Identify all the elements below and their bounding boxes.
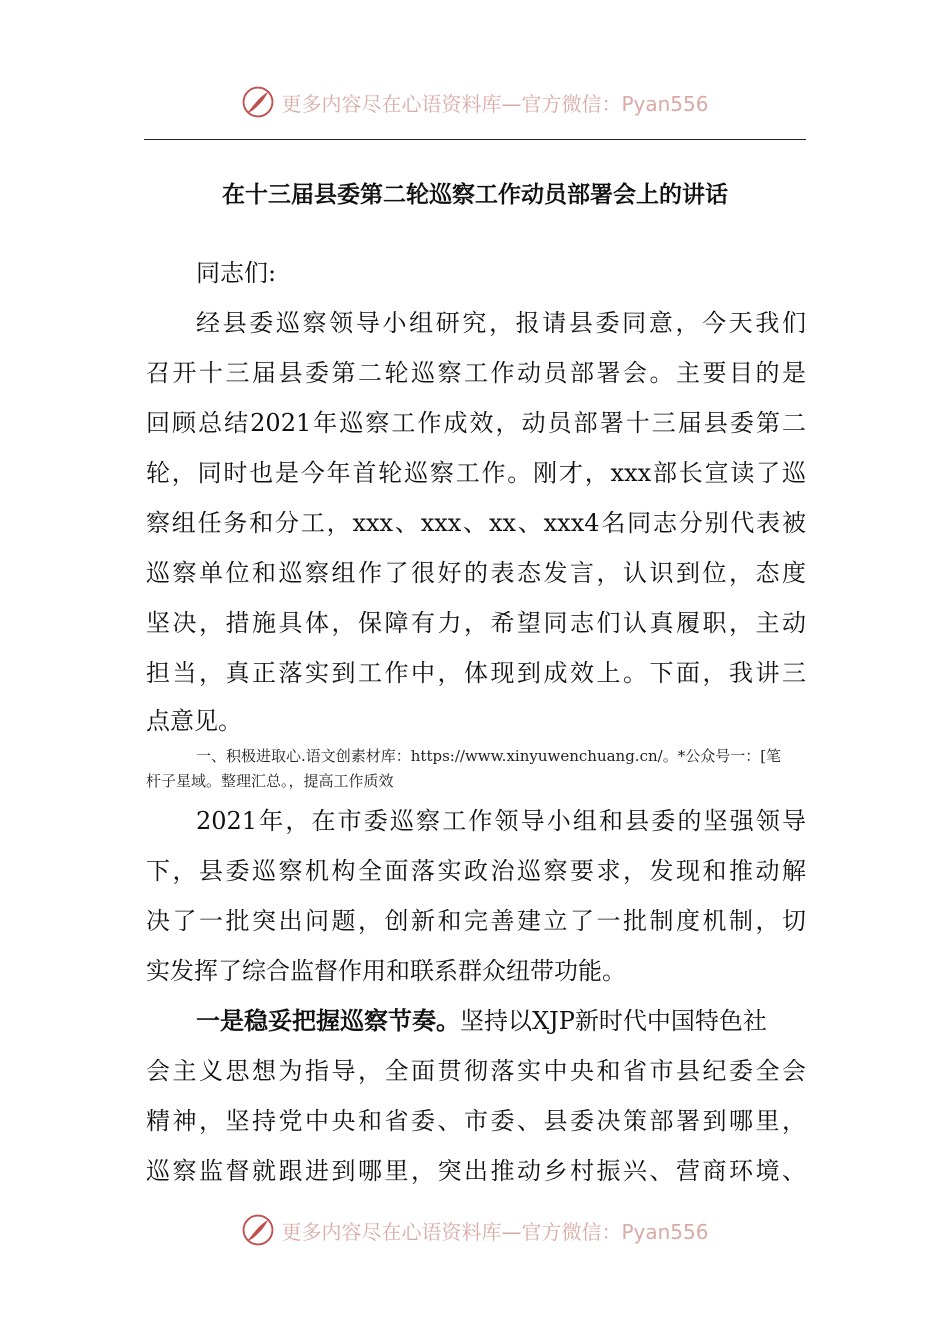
paragraph-line: 巡察监督就跟进到哪里，突出推动乡村振兴、营商环境、 [146,1157,806,1185]
banner-text: 更多内容尽在心语资料库—官方微信：Pyan556 [281,1219,709,1244]
paragraph-line: 担当，真正落实到工作中，体现到成效上。下面，我讲三 [146,659,806,687]
section-heading-line: 一、积极进取心.语文创素材库：https://www.xinyuwenchuang.cn/。*公众号一：[笔 [196,747,782,765]
paragraph-line: 察组任务和分工，xxx、xxx、xx、xxx4名同志分别代表被 [146,509,806,537]
paragraph-line: 巡察单位和巡察组作了很好的表态发言，认识到位，态度 [146,559,806,587]
paragraph-line: 经县委巡察领导小组研究，报请县委同意，今天我们 [196,309,806,337]
header-divider [144,139,806,140]
footer-banner [0,1208,950,1252]
paragraph-line: 会主义思想为指导，全面贯彻落实中央和省市县纪委全会 [146,1057,806,1085]
paragraph-line: 精神，坚持党中央和省委、市委、县委决策部署到哪里， [146,1107,806,1135]
section-heading-line: 杆子星域。整理汇总。，提高工作质效 [146,772,394,790]
paragraph-line: 2021年，在市委巡察工作领导小组和县委的坚强领导 [196,807,806,835]
paragraph-line: 坚决，措施具体，保障有力，希望同志们认真履职，主动 [146,609,806,637]
paragraph-line: 回顾总结2021年巡察工作成效，动员部署十三届县委第二 [146,409,806,437]
header-banner [0,80,950,124]
paragraph-line: 点意见。 [146,707,242,735]
banner-text: 更多内容尽在心语资料库—官方微信：Pyan556 [281,91,709,116]
greeting: 同志们: [196,259,277,287]
document-title: 在十三届县委第二轮巡察工作动员部署会上的讲话 [222,182,728,208]
paragraph-line: 召开十三届县委第二轮巡察工作动员部署会。主要目的是 [146,359,806,387]
paragraph-line: 下，县委巡察机构全面落实政治巡察要求，发现和推动解 [146,857,806,885]
paragraph-line: 决了一批突出问题，创新和完善建立了一批制度机制，切 [146,907,806,935]
paragraph-line: 轮，同时也是今年首轮巡察工作。刚才，xxx部长宣读了巡 [146,459,806,487]
paragraph-line: 实发挥了综合监督作用和联系群众纽带功能。 [146,957,626,985]
quill-logo-icon [241,85,275,119]
paragraph-line [196,1004,806,1038]
quill-logo-icon [241,1213,275,1247]
paragraph-text: 坚持以XJP新时代中国特色社 [460,1007,767,1035]
paragraph-lead: 一是稳妥把握巡察节奏。 [196,1006,460,1035]
